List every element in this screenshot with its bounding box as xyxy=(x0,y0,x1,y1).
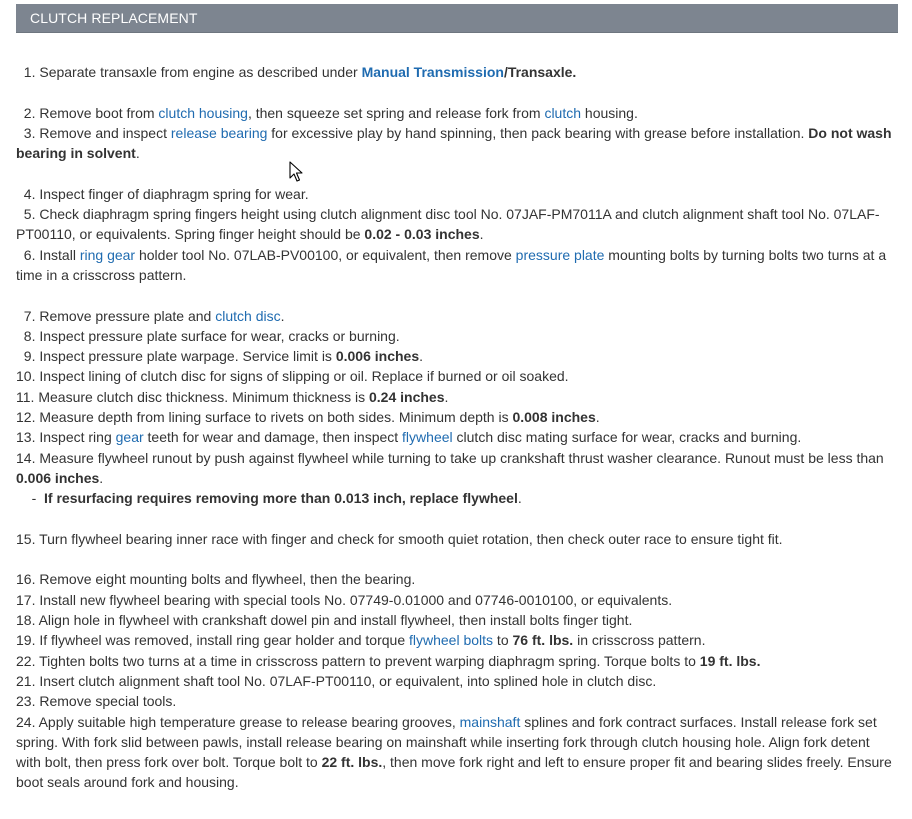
clutch-link[interactable]: clutch xyxy=(544,104,582,121)
step-8: 8. Inspect pressure plate surface for wear, cracks or burning. xyxy=(23,327,400,344)
flywheel-bolts-link[interactable]: flywheel bolts xyxy=(409,632,494,649)
step-14: 14. Measure flywheel runout by push against flywheel while turning to take up crankshaft thrust washer clearance. Runout must be less than 0.006 inches. xyxy=(16,449,884,486)
step-5: 5. Check diaphragm spring fingers height using clutch alignment disc tool No. 07JAF-PM7011A and clutch alignment shaft tool No. 07LAF-PT00110, or equivalents. Spring finger height should be 0.02 - 0.03 inches. xyxy=(16,206,880,243)
step-18: 18. Align hole in flywheel with crankshaft dowel pin and install flywheel, then install bolts finger tight. xyxy=(16,612,633,629)
step-16: 16. Remove eight mounting bolts and flywheel, then the bearing. xyxy=(16,571,416,588)
gear-link[interactable]: gear xyxy=(115,429,144,446)
mouse-pointer-icon xyxy=(289,161,303,183)
ring-gear-link[interactable]: ring gear xyxy=(79,246,136,263)
step-13: 13. Inspect ring gear teeth for wear and damage, then inspect flywheel clutch disc mating surface for wear, cracks and burning. xyxy=(16,429,802,446)
step-24: 24. Apply suitable high temperature grease to release bearing grooves, mainshaft splines and fork contract surfaces. Install release fork set spring. With fork slid between pawls, install release bearing on mainshaft while inserting fork through clutch housing hole. Align fork detent with bolt, then press fork over bolt. Torque bolt to 22 ft. lbs., then move fork right and left to ensure proper fit and bearing slides freely. Ensure boot seals around fork and housing. xyxy=(16,713,892,791)
release-bearing-link[interactable]: release bearing xyxy=(170,124,268,141)
clutch-housing-link[interactable]: clutch housing xyxy=(158,104,248,121)
step-15: 15. Turn flywheel bearing inner race with finger and check for smooth quiet rotation, then check outer race to ensure tight fit. xyxy=(16,530,783,547)
step-11: 11. Measure clutch disc thickness. Minimum thickness is 0.24 inches. xyxy=(16,388,449,405)
step-12: 12. Measure depth from lining surface to rivets on both sides. Minimum depth is 0.008 inches. xyxy=(16,409,600,426)
section-title: CLUTCH REPLACEMENT xyxy=(30,10,198,26)
mainshaft-link[interactable]: mainshaft xyxy=(459,713,521,730)
clutch-disc-link[interactable]: clutch disc xyxy=(215,307,281,324)
step-19: 19. If flywheel was removed, install ring gear holder and torque flywheel bolts to 76 ft. lbs. in crisscross pattern. xyxy=(16,632,706,649)
step-14-note: - If resurfacing requires removing more than 0.013 inch, replace flywheel. xyxy=(31,490,522,507)
step-4: 4. Inspect finger of diaphragm spring for wear. xyxy=(23,185,309,202)
step-21: 21. Insert clutch alignment shaft tool No. 07LAF-PT00110, or equivalent, into splined hole in clutch disc. xyxy=(16,672,657,689)
step-2: 2. Remove boot from clutch housing, then squeeze set spring and release fork from clutch housing. xyxy=(23,104,638,121)
step-10: 10. Inspect lining of clutch disc for signs of slipping or oil. Replace if burned or oil soaked. xyxy=(16,368,569,385)
step-17: 17. Install new flywheel bearing with special tools No. 07749-0.01000 and 07746-0010100, or equivalents. xyxy=(16,591,673,608)
flywheel-link[interactable]: flywheel xyxy=(402,429,453,446)
procedure-steps xyxy=(16,62,896,793)
pressure-plate-link[interactable]: pressure plate xyxy=(515,246,605,263)
manual-transmission-link[interactable]: Manual Transmission xyxy=(361,64,504,80)
step-7: 7. Remove pressure plate and clutch disc. xyxy=(23,307,285,324)
step-23: 23. Remove special tools. xyxy=(16,693,177,710)
step-9: 9. Inspect pressure plate warpage. Service limit is 0.006 inches. xyxy=(23,348,423,365)
step-22: 22. Tighten bolts two turns at a time in crisscross pattern to prevent warping diaphragm spring. Torque bolts to 19 ft. lbs. xyxy=(16,652,761,669)
step-6: 6. Install ring gear holder tool No. 07LAB-PV00100, or equivalent, then remove pressure plate mounting bolts by turning bolts two turns at a time in a crisscross pattern. xyxy=(16,246,887,283)
section-header xyxy=(16,4,898,33)
step-3: 3. Remove and inspect release bearing for excessive play by hand spinning, then pack bearing with grease before installation. Do not wash bearing in solvent. xyxy=(16,124,892,162)
step-1: 1. Separate transaxle from engine as described under Manual Transmission/Transaxle. xyxy=(23,64,577,80)
